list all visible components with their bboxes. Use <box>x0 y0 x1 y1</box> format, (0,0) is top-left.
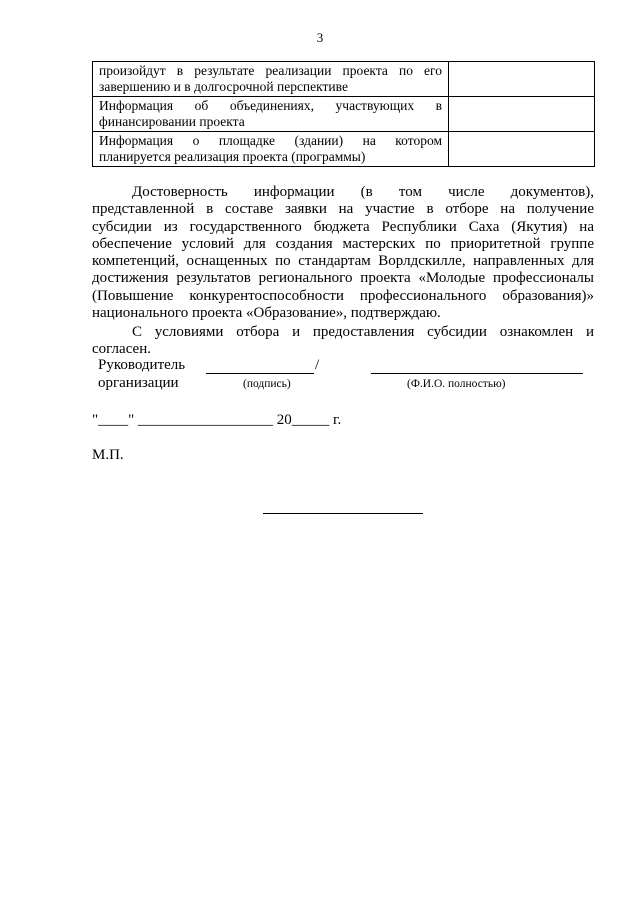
cell-text-line: произойдут в результате реализации проекта по его <box>99 63 442 78</box>
paragraph-line: достижения результатов регионального проекта «Молодые профессионалы <box>92 270 594 287</box>
signatory-label-line2: организации <box>98 375 179 391</box>
signature-field[interactable] <box>206 373 314 374</box>
stamp-place: М.П. <box>92 447 124 463</box>
page-number: 3 <box>316 30 324 45</box>
signature-caption: (подпись) <box>243 378 291 390</box>
table-row <box>93 97 595 132</box>
signature-slash: / <box>315 357 320 373</box>
table-cell-value <box>449 62 595 97</box>
table-cell-value <box>449 132 595 167</box>
table-cell-label <box>93 97 449 132</box>
paragraph-line: обеспечение условий для создания мастерских по приоритетной группе <box>92 235 594 252</box>
cell-text-line: Информация о площадке (здании) на котором <box>99 133 442 148</box>
signatory-label-line1: Руководитель <box>98 357 186 373</box>
full-name-field[interactable] <box>371 373 583 374</box>
table-cell-label <box>93 132 449 167</box>
table-row <box>93 62 595 97</box>
paragraph-line: компетенций, оснащенных по стандартам Ворлдскилле, направленных для <box>92 253 594 270</box>
paragraph-line: согласен. <box>92 341 151 358</box>
cell-text-line: завершению и в долгосрочной перспективе <box>99 79 348 94</box>
cell-text-line: планируется реализация проекта (программы) <box>99 149 366 164</box>
confirmation-paragraph <box>92 184 594 322</box>
info-table <box>92 61 595 167</box>
cell-text-line: финансировании проекта <box>99 114 245 129</box>
agreement-paragraph <box>92 324 594 359</box>
closing-divider <box>263 513 423 514</box>
cell-text-line: Информация об объединениях, участвующих в <box>99 98 442 113</box>
table-cell-value <box>449 97 595 132</box>
date-line: "____" __________________ 20_____ г. <box>92 412 342 428</box>
full-name-caption: (Ф.И.О. полностью) <box>407 378 506 390</box>
paragraph-line: (Повышение конкурентоспособности профессионального образования)» <box>92 287 594 304</box>
paragraph-line: национального проекта «Образование», подтверждаю. <box>92 305 441 322</box>
paragraph-line: субсидии из государственного бюджета Республики Саха (Якутия) на <box>92 218 594 235</box>
paragraph-line: С условиями отбора и предоставления субсидии ознакомлен и <box>132 324 594 340</box>
paragraph-line: Достоверность информации (в том числе документов), <box>132 184 594 200</box>
table-row <box>93 132 595 167</box>
table-cell-label <box>93 62 449 97</box>
paragraph-line: представленной в составе заявки на участие в отборе на получение <box>92 201 594 218</box>
